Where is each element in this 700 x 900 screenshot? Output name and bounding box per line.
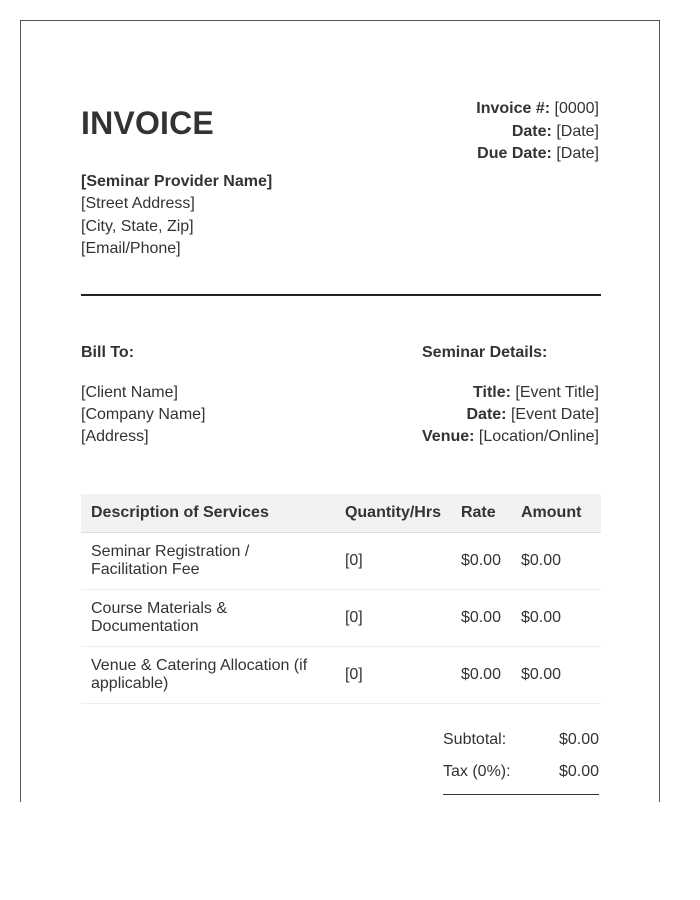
table-row: [81, 532, 601, 589]
seminar-details-heading: Seminar Details:: [422, 344, 548, 361]
header-divider: [81, 294, 601, 296]
seminar-title-value: [Event Title]: [515, 384, 599, 401]
seminar-date-label: Date:: [466, 406, 507, 423]
cell-description: Course Materials & Documentation: [81, 589, 335, 646]
cell-quantity: [0]: [335, 532, 451, 589]
cell-rate: $0.00: [451, 646, 511, 703]
tax-value: $0.00: [558, 763, 599, 780]
column-header-quantity: Quantity/Hrs: [335, 494, 451, 532]
provider-city: [City, State, Zip]: [81, 217, 194, 235]
services-table: [81, 494, 601, 704]
client-address: [Address]: [81, 428, 149, 445]
totals-block: [443, 729, 599, 795]
column-header-amount: Amount: [511, 494, 601, 532]
seminar-date-line: [422, 404, 599, 426]
table-row: [81, 646, 601, 703]
subtotal-value: $0.00: [558, 731, 599, 748]
invoice-due-date-value: [Date]: [556, 145, 599, 162]
seminar-title-label: Title:: [473, 384, 511, 401]
tax-label: Tax (0%):: [443, 763, 511, 780]
client-name: [Client Name]: [81, 384, 178, 401]
provider-contact: [Email/Phone]: [81, 239, 181, 257]
cell-amount: $0.00: [511, 646, 601, 703]
bill-to-block: [81, 343, 206, 448]
provider-block: [81, 171, 272, 260]
tax-row: [443, 761, 599, 793]
invoice-number-label: Invoice #:: [476, 100, 551, 117]
bill-to-heading: Bill To:: [81, 344, 135, 361]
provider-name: [Seminar Provider Name]: [81, 173, 273, 190]
cell-rate: $0.00: [451, 532, 511, 589]
subtotal-label: Subtotal:: [443, 731, 507, 748]
invoice-due-date-label: Due Date:: [477, 145, 552, 162]
cell-amount: $0.00: [511, 532, 601, 589]
totals-divider: [443, 794, 599, 795]
provider-street: [Street Address]: [81, 195, 195, 213]
cell-description: Venue & Catering Allocation (if applicable): [81, 646, 335, 703]
invoice-due-date-line: [476, 143, 599, 166]
column-header-description: Description of Services: [81, 494, 335, 532]
cell-quantity: [0]: [335, 589, 451, 646]
cell-amount: $0.00: [511, 589, 601, 646]
table-header-row: [81, 494, 601, 532]
invoice-title: INVOICE: [81, 105, 214, 141]
cell-rate: $0.00: [451, 589, 511, 646]
seminar-venue-label: Venue:: [422, 428, 475, 445]
cell-quantity: [0]: [335, 646, 451, 703]
seminar-details-block: [422, 343, 599, 448]
column-header-rate: Rate: [451, 494, 511, 532]
subtotal-row: [443, 729, 599, 761]
invoice-page: [20, 20, 660, 802]
invoice-number-value: [0000]: [554, 100, 599, 117]
invoice-date-label: Date:: [511, 122, 552, 140]
invoice-number-line: [476, 98, 599, 121]
seminar-title-line: [422, 382, 599, 404]
cell-description: Seminar Registration / Facilitation Fee: [81, 532, 335, 589]
invoice-meta: [476, 98, 599, 166]
seminar-venue-line: [422, 426, 599, 448]
invoice-date-value: [Date]: [556, 122, 599, 140]
seminar-date-value: [Event Date]: [510, 406, 599, 423]
company-name: [Company Name]: [81, 406, 206, 423]
table-row: [81, 589, 601, 646]
invoice-date-line: [476, 121, 599, 144]
seminar-venue-value: [Location/Online]: [478, 428, 599, 445]
